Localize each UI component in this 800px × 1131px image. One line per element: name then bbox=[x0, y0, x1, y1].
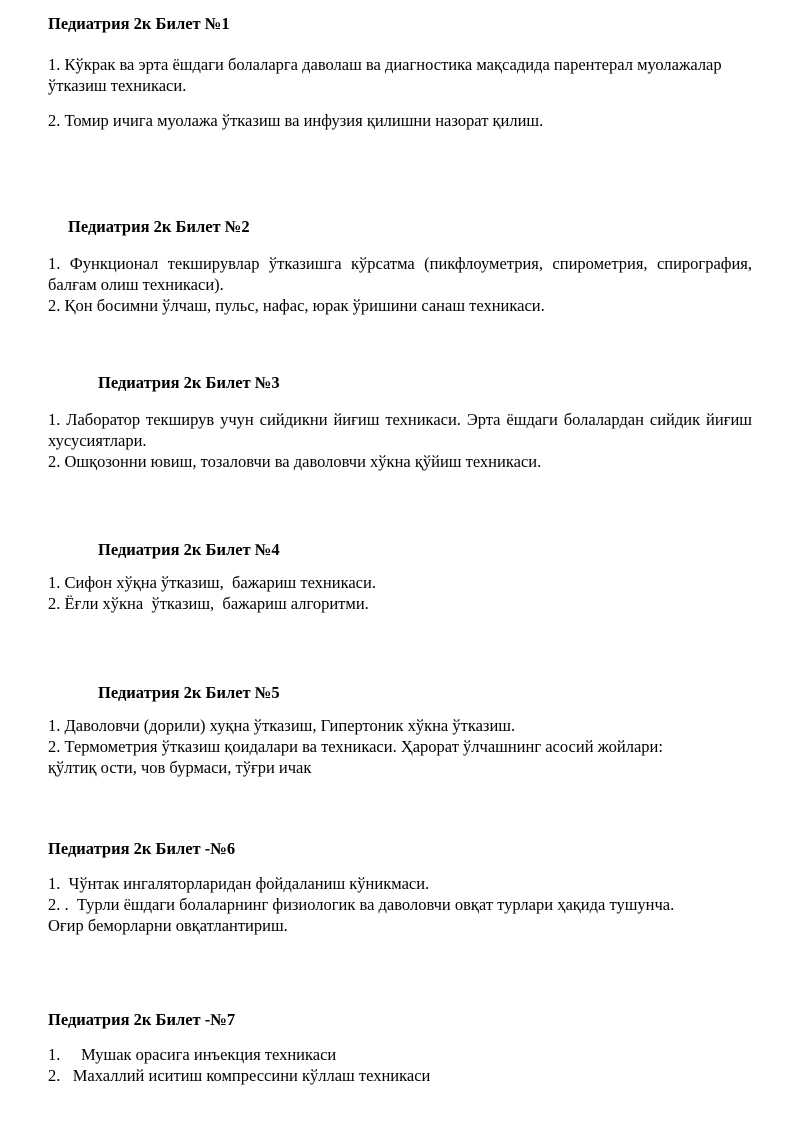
ticket-items bbox=[48, 409, 752, 472]
ticket-items bbox=[48, 253, 752, 316]
ticket-item: 2. . Турли ёшдаги болаларнинг физиологик ва даволовчи овқат турлари ҳақида тушунча. Оғир беморларни овқатлантириш. bbox=[48, 895, 683, 935]
ticket-item: 1. Сифон хўқна ўтказиш, бажариш техникаси. bbox=[48, 573, 376, 592]
ticket-title: Педиатрия 2к Билет №1 bbox=[48, 14, 230, 33]
ticket-6 bbox=[48, 838, 752, 936]
ticket-items bbox=[48, 715, 752, 778]
ticket-item: 2. Қон босимни ўлчаш, пульс, нафас, юрак ўришини санаш техникаси. bbox=[48, 296, 545, 315]
ticket-item: 2. Томир ичига муолажа ўтказиш ва инфузия қилишни назорат қилиш. bbox=[48, 111, 544, 130]
ticket-items bbox=[48, 873, 752, 936]
ticket-item: 1. Даволовчи (дорили) хуқна ўтказиш, Гипертоник хўкна ўтказиш. bbox=[48, 716, 516, 735]
ticket-title: Педиатрия 2к Билет №3 bbox=[98, 373, 280, 392]
ticket-5 bbox=[48, 682, 752, 778]
ticket-1 bbox=[48, 13, 752, 131]
ticket-item: 1. Функционал текширувлар ўтказишга кўрсатма (пикфлоуметрия, спирометрия, спирография, балғам олиш техникаси). bbox=[48, 254, 752, 294]
ticket-item: 1. Чўнтак ингаляторларидан фойдаланиш кўникмаси. bbox=[48, 874, 430, 893]
ticket-title: Педиатрия 2к Билет №5 bbox=[98, 683, 280, 702]
ticket-4 bbox=[48, 539, 752, 614]
ticket-2 bbox=[48, 216, 752, 316]
ticket-title: Педиатрия 2к Билет №4 bbox=[98, 540, 280, 559]
ticket-7 bbox=[48, 1009, 752, 1086]
ticket-item: 2. Махаллий иситиш компрессини кўллаш техникаси bbox=[48, 1066, 431, 1085]
ticket-title: Педиатрия 2к Билет -№6 bbox=[48, 839, 236, 858]
ticket-items bbox=[48, 572, 752, 614]
ticket-item: 1. Кўкрак ва эрта ёшдаги болаларга даволаш ва диагностика мақсадида парентерал муолажалар ўтказиш техникаси. bbox=[48, 55, 722, 95]
ticket-item: 2. Термометрия ўтказиш қоидалари ва техникаси. Ҳарорат ўлчашнинг асосий жойлари: қўлтиқ ости, чов бурмаси, тўғри ичак bbox=[48, 737, 663, 777]
ticket-items bbox=[48, 1044, 752, 1086]
ticket-item: 2. Ёғли хўкна ўтказиш, бажариш алгоритми. bbox=[48, 594, 369, 613]
ticket-item: 1. Лаборатор текширув учун сийдикни йиғиш техникаси. Эрта ёшдаги болалардан сийдик йиғиш хусусиятлари. bbox=[48, 410, 752, 450]
ticket-title: Педиатрия 2к Билет -№7 bbox=[48, 1010, 236, 1029]
ticket-item: 2. Ошқозонни ювиш, тозаловчи ва даволовчи хўкна қўйиш техникаси. bbox=[48, 452, 542, 471]
ticket-3 bbox=[48, 372, 752, 472]
ticket-item: 1. Мушак орасига инъекция техникаси bbox=[48, 1045, 337, 1064]
ticket-title: Педиатрия 2к Билет №2 bbox=[68, 217, 250, 236]
ticket-items bbox=[48, 54, 752, 131]
